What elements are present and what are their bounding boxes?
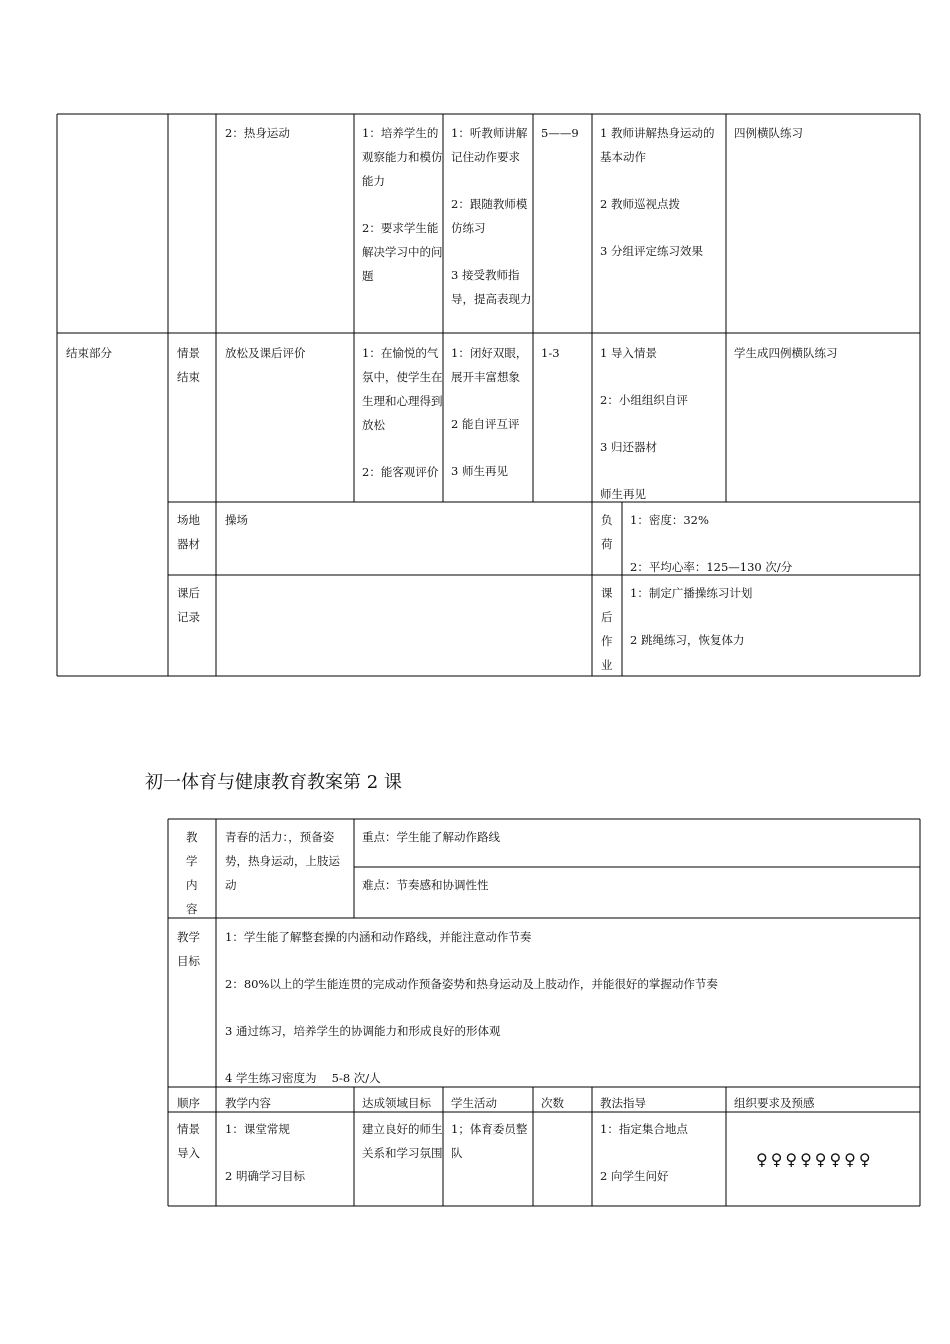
teaching-goal-1: 1：学生能了解整套操的内涵和动作路线，并能注意动作节奏 [225, 930, 532, 944]
ending-activity-1: 1：闭好双眼，展开丰富想象 [451, 346, 528, 384]
teaching-content-value: 青春的活力：，预备姿势，热身运动，上肢运动 [225, 830, 340, 892]
student-formation-figures: ♀♀♀♀♀♀♀♀ [756, 1150, 874, 1169]
warmup-method [600, 121, 722, 263]
teaching-goal-2: 2：80%以上的学生能连贯的完成动作预备姿势和热身运动及上肢动作，并能很好的掌握动作节奏 [225, 977, 718, 991]
header-count: 次数 [541, 1096, 564, 1110]
intro-method [600, 1117, 722, 1188]
load-values [630, 508, 910, 579]
header-content: 教学内容 [225, 1096, 271, 1110]
ending-method-4: 师生再见 [600, 487, 646, 501]
warmup-count: 5——9 [541, 126, 579, 140]
load-label: 负荷 [601, 513, 613, 551]
ending-method [600, 341, 722, 506]
warmup-activity-3: 3 接受教师指导，提高表现力 [451, 268, 532, 306]
warmup-activity-2: 2：跟随教师模仿练习 [451, 197, 528, 235]
header-goal: 达成领域目标 [362, 1096, 431, 1110]
ending-org: 学生成四例横队练习 [734, 346, 838, 360]
warmup-method-1: 1 教师讲解热身运动的基本动作 [600, 126, 715, 164]
teaching-goals-label: 教学目标 [177, 930, 200, 968]
intro-goal: 建立良好的师生关系和学习氛围 [362, 1122, 443, 1160]
warmup-student-activity [451, 121, 533, 311]
ending-content: 放松及课后评价 [225, 346, 306, 360]
homework-2: 2 跳绳练习，恢复体力 [630, 633, 745, 647]
teaching-content-label: 教学内容 [186, 830, 198, 916]
header-activity: 学生活动 [451, 1096, 497, 1110]
homework-1: 1：制定广播操练习计划 [630, 586, 753, 600]
warmup-method-3: 3 分组评定练习效果 [600, 244, 703, 258]
warmup-activity-1: 1：听教师讲解记住动作要求 [451, 126, 528, 164]
intro-content-2: 2 明确学习目标 [225, 1169, 305, 1183]
difficulty: 难点：节奏感和协调性性 [362, 878, 489, 892]
load-density: 1：密度：32% [630, 513, 709, 527]
warmup-goal-1: 1：培养学生的观察能力和模仿能力 [362, 126, 443, 188]
ending-goal-1: 1：在愉悦的气氛中，使学生在生理和心理得到放松 [362, 346, 443, 432]
homework-label: 课后作业 [601, 586, 613, 672]
header-sequence: 顺序 [177, 1096, 200, 1110]
ending-part-label: 结束部分 [66, 346, 112, 360]
key-point: 重点：学生能了解动作路线 [362, 830, 500, 844]
intro-content-1: 1：课堂常规 [225, 1122, 290, 1136]
record-label: 课后记录 [177, 586, 200, 624]
warmup-goals [362, 121, 444, 288]
teaching-goals [225, 925, 915, 1090]
venue-label: 场地器材 [177, 513, 200, 551]
ending-activity-2: 2 能自评互评 [451, 417, 520, 431]
lesson2-title: 初一体育与健康教育教案第 2 课 [145, 772, 402, 793]
teaching-goal-3: 3 通过练习，培养学生的协调能力和形成良好的形体观 [225, 1024, 501, 1038]
intro-method-1: 1：指定集合地点 [600, 1122, 688, 1136]
warmup-content: 2：热身运动 [225, 126, 290, 140]
load-heart-rate: 2：平均心率：125—130 次/分 [630, 560, 793, 574]
ending-goal-2: 2：能客观评价 [362, 465, 439, 479]
ending-method-3: 3 归还器材 [600, 440, 657, 454]
ending-method-1: 1 导入情景 [600, 346, 657, 360]
ending-method-2: 2：小组组织自评 [600, 393, 688, 407]
homework-values [630, 581, 910, 652]
intro-content [225, 1117, 349, 1188]
warmup-method-2: 2 教师巡视点拨 [600, 197, 680, 211]
header-organization: 组织要求及预感 [734, 1096, 815, 1110]
venue-value: 操场 [225, 513, 248, 527]
ending-count: 1-3 [541, 346, 560, 360]
warmup-goal-2: 2：要求学生能解决学习中的问题 [362, 221, 443, 283]
teaching-goal-4: 4 学生练习密度为 5-8 次/人 [225, 1071, 381, 1085]
intro-activity: 1；体育委员整队 [451, 1122, 528, 1160]
intro-sequence: 情景导入 [177, 1122, 200, 1160]
ending-activity-3: 3 师生再见 [451, 464, 508, 478]
warmup-org: 四例横队练习 [734, 126, 803, 140]
ending-student-activity [451, 341, 533, 483]
header-method: 教法指导 [600, 1096, 646, 1110]
ending-goals [362, 341, 444, 484]
ending-sequence: 情景结束 [177, 346, 200, 384]
intro-method-2: 2 向学生问好 [600, 1169, 669, 1183]
